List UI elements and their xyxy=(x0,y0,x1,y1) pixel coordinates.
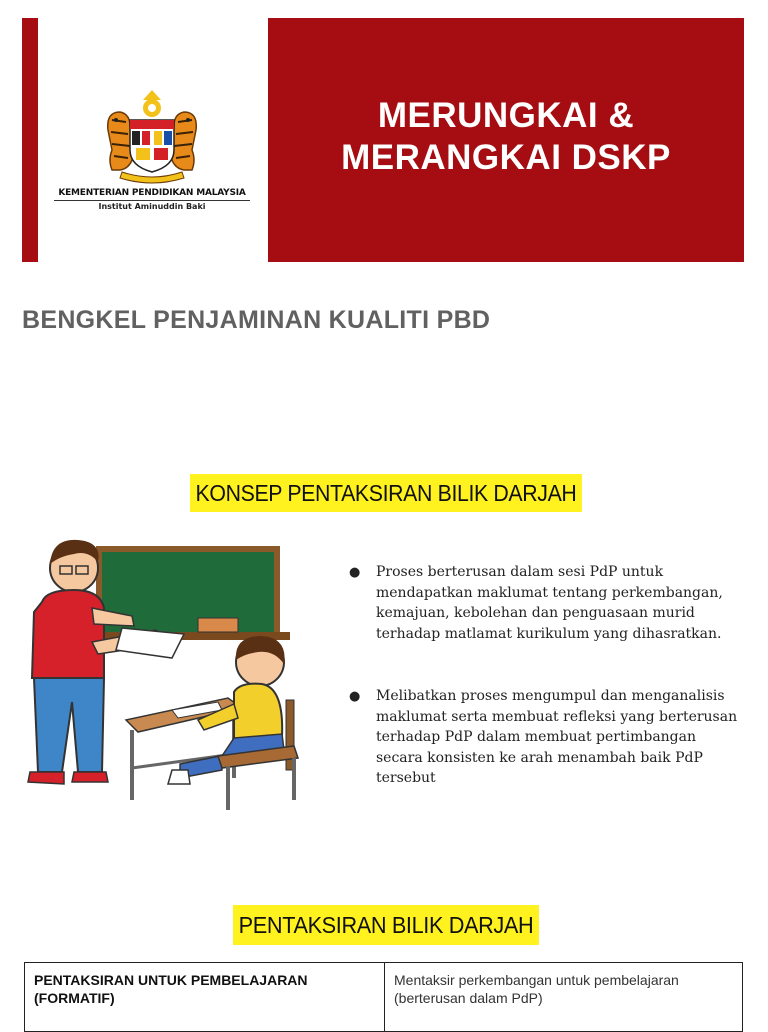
page-title: MERUNGKAI & MERANGKAI DSKP xyxy=(341,96,671,177)
bullet-icon: ● xyxy=(349,565,361,580)
logo-divider xyxy=(54,200,250,201)
table-cell-type: PENTAKSIRAN UNTUK PEMBELAJARAN (FORMATIF) xyxy=(25,963,385,1031)
concept-bullet-list xyxy=(346,562,746,789)
bullet-text: Proses berterusan dalam sesi PdP untuk mendapatkan maklumat tentang perkembangan, kemajuan, kebolehan dan penguasaan murid terhadap matlamat kurikulum yang dihasratkan. xyxy=(376,564,723,642)
classroom-illustration xyxy=(22,532,312,822)
bullet-icon: ● xyxy=(349,689,361,704)
coat-of-arms-icon xyxy=(50,90,254,184)
workshop-subtitle: BENGKEL PENJAMINAN KUALITI PBD xyxy=(22,306,491,334)
bullet-text: Melibatkan proses mengumpul dan menganalisis maklumat serta membuat refleksi yang berterusan terhadap PdP dalam membuat pertimbangan secara konsisten ke arah menambah baik PdP tersebut xyxy=(376,688,738,786)
list-item xyxy=(346,686,746,789)
list-item xyxy=(346,562,746,644)
title-panel xyxy=(268,18,744,262)
institute-name: Institut Aminuddin Baki xyxy=(98,202,206,211)
section-heading: PENTAKSIRAN BILIK DARJAH xyxy=(233,905,539,945)
table-cell-description: Mentaksir perkembangan untuk pembelajaran (berterusan dalam PdP) xyxy=(394,972,679,1006)
ministry-logo-block xyxy=(50,90,254,220)
assessment-table xyxy=(24,962,743,1032)
left-accent-bar xyxy=(22,18,38,262)
concept-heading: KONSEP PENTAKSIRAN BILIK DARJAH xyxy=(190,474,582,512)
ministry-name: KEMENTERIAN PENDIDIKAN MALAYSIA xyxy=(58,188,246,198)
